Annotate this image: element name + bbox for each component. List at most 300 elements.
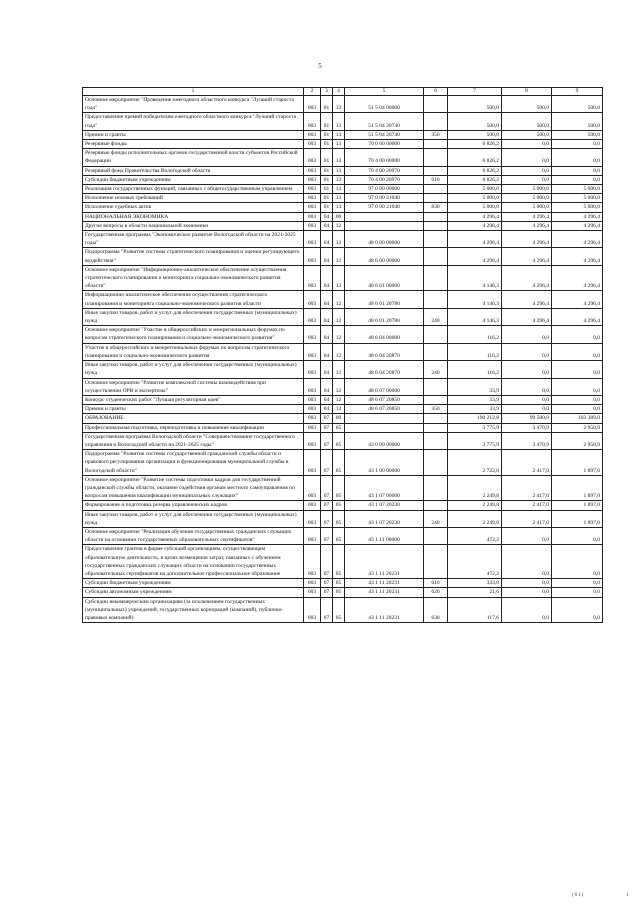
cell-rz: 04 — [321, 361, 333, 378]
cell-name: НАЦИОНАЛЬНАЯ ЭКОНОМИКА — [83, 212, 304, 221]
cell-grbs: 003 — [304, 175, 321, 184]
header-cell: 6 — [424, 88, 448, 96]
cell-vr — [424, 291, 448, 308]
cell-grbs: 003 — [304, 149, 321, 166]
cell-name: Иные закупки товаров, работ и услуг для обеспечения государственных (муниципальных) нужд — [83, 361, 304, 378]
cell-vr — [424, 149, 448, 166]
cell-csr: 43 1 11 00000 — [345, 527, 424, 544]
cell-v7: 4 146,3 — [448, 308, 502, 325]
cell-v9: 0,0 — [552, 378, 603, 395]
cell-vr — [424, 545, 448, 579]
cell-csr: 51 5 04 20740 — [345, 130, 424, 139]
cell-pr: 05 — [333, 510, 345, 527]
cell-grbs: 003 — [304, 185, 321, 194]
cell-csr: 43 1 07 20230 — [345, 501, 424, 510]
cell-vr — [424, 432, 448, 449]
cell-v8: 2 417,0 — [502, 510, 552, 527]
cell-v7: 4 296,4 — [448, 212, 502, 221]
cell-vr: 240 — [424, 308, 448, 325]
cell-v7: 333,0 — [448, 579, 502, 588]
cell-v8: 0,0 — [502, 579, 552, 588]
table-row — [83, 185, 603, 194]
cell-name: Резервные фонды исполнительных органов государственной власти субъектов Российской Федерации — [83, 149, 304, 166]
cell-name: Субсидии некоммерческим организациям (за исключением государственных (муниципальных) учреждений, государственных корпораций (компаний), публично-правовых компаний) — [83, 597, 304, 623]
cell-rz: 07 — [321, 588, 333, 597]
table-row — [83, 166, 603, 175]
cell-v7: 500,0 — [448, 113, 502, 130]
cell-pr: 12 — [333, 231, 345, 248]
cell-grbs: 003 — [304, 203, 321, 212]
cell-pr: 13 — [333, 166, 345, 175]
cell-v9: 0,0 — [552, 361, 603, 378]
cell-v9: 0,0 — [552, 405, 603, 414]
cell-pr: 05 — [333, 475, 345, 501]
cell-v7: 117,6 — [448, 597, 502, 623]
cell-v8: 0,0 — [502, 395, 552, 404]
header-cell: 4 — [333, 88, 345, 96]
cell-name: Участие в общероссийских и межрегиональных форумах по вопросам стратегического планирования и социально-экономического развития — [83, 343, 304, 360]
cell-rz: 04 — [321, 343, 333, 360]
cell-v8: 0,0 — [502, 149, 552, 166]
cell-rz: 04 — [321, 265, 333, 291]
cell-v7: 472,2 — [448, 527, 502, 544]
table-row — [83, 527, 603, 544]
cell-rz: 07 — [321, 527, 333, 544]
cell-v9: 0,0 — [552, 588, 603, 597]
cell-csr: 70 4 00 20970 — [345, 175, 424, 184]
cell-v8: 2 417,0 — [502, 475, 552, 501]
cell-rz: 01 — [321, 194, 333, 203]
cell-grbs: 003 — [304, 597, 321, 623]
cell-rz: 07 — [321, 579, 333, 588]
cell-csr: 48 6 04 00000 — [345, 326, 424, 343]
cell-v8: 0,0 — [502, 361, 552, 378]
cell-v8: 2 417,0 — [502, 501, 552, 510]
table-row — [83, 203, 603, 212]
cell-name: Информационно-аналитическое обеспечение осуществления стратегического планирования и мониторинга социально-экономического развития области — [83, 291, 304, 308]
table-row — [83, 423, 603, 432]
cell-pr: 13 — [333, 96, 345, 113]
cell-pr: 05 — [333, 588, 345, 597]
cell-pr: 00 — [333, 414, 345, 423]
cell-grbs: 003 — [304, 423, 321, 432]
cell-rz: 01 — [321, 175, 333, 184]
cell-v9: 500,0 — [552, 96, 603, 113]
cell-v8: 0,0 — [502, 175, 552, 184]
cell-v7: 4 146,3 — [448, 291, 502, 308]
cell-csr — [345, 423, 424, 432]
table-row — [83, 265, 603, 291]
table-row — [83, 326, 603, 343]
cell-name: Конкурс студенческих работ "Лучшая регуляторная идея" — [83, 395, 304, 404]
cell-v9: 0,0 — [552, 545, 603, 579]
cell-v8: 4 296,4 — [502, 291, 552, 308]
cell-grbs: 003 — [304, 113, 321, 130]
cell-v9: 1 897,0 — [552, 501, 603, 510]
cell-vr: 830 — [424, 203, 448, 212]
cell-grbs: 003 — [304, 343, 321, 360]
table-body — [83, 96, 603, 623]
cell-csr: 70 0 00 00000 — [345, 140, 424, 149]
cell-grbs: 003 — [304, 527, 321, 544]
cell-vr — [424, 248, 448, 265]
cell-rz: 01 — [321, 149, 333, 166]
cell-v9: 0,0 — [552, 326, 603, 343]
cell-v7: 21,6 — [448, 588, 502, 597]
cell-grbs: 003 — [304, 510, 321, 527]
cell-v7: 116,2 — [448, 326, 502, 343]
cell-pr: 12 — [333, 308, 345, 325]
cell-csr — [345, 221, 424, 230]
cell-vr — [424, 212, 448, 221]
cell-vr — [424, 140, 448, 149]
cell-pr: 12 — [333, 248, 345, 265]
cell-v8: 5 000,0 — [502, 203, 552, 212]
cell-rz: 01 — [321, 185, 333, 194]
cell-rz: 07 — [321, 475, 333, 501]
table-row — [83, 597, 603, 623]
cell-grbs: 003 — [304, 265, 321, 291]
cell-v8: 4 296,4 — [502, 212, 552, 221]
cell-rz: 01 — [321, 140, 333, 149]
table-row — [83, 231, 603, 248]
cell-vr: 610 — [424, 579, 448, 588]
cell-csr: 51 5 04 20740 — [345, 113, 424, 130]
cell-v9: 1 897,0 — [552, 450, 603, 476]
header-cell: 8 — [502, 88, 552, 96]
cell-pr: 05 — [333, 597, 345, 623]
table-header-row — [83, 88, 603, 96]
cell-grbs: 003 — [304, 588, 321, 597]
header-cell: 1 — [83, 88, 304, 96]
table-row — [83, 588, 603, 597]
cell-v8: 0,0 — [502, 405, 552, 414]
cell-v9: 0,0 — [552, 149, 603, 166]
cell-v7: 3 775,9 — [448, 432, 502, 449]
cell-grbs: 003 — [304, 194, 321, 203]
cell-vr — [424, 378, 448, 395]
cell-rz: 01 — [321, 130, 333, 139]
table-row — [83, 579, 603, 588]
table-row — [83, 343, 603, 360]
cell-rz: 04 — [321, 405, 333, 414]
cell-grbs: 003 — [304, 166, 321, 175]
cell-v9: 500,0 — [552, 130, 603, 139]
cell-v9: 4 296,4 — [552, 221, 603, 230]
cell-v7: 4 296,4 — [448, 248, 502, 265]
cell-vr — [424, 527, 448, 544]
cell-pr: 13 — [333, 175, 345, 184]
cell-name: Профессиональная подготовка, переподготовка и повышение квалификации — [83, 423, 304, 432]
cell-rz: 04 — [321, 326, 333, 343]
cell-pr: 12 — [333, 291, 345, 308]
cell-vr: 350 — [424, 405, 448, 414]
cell-vr — [424, 265, 448, 291]
cell-v7: 5 000,0 — [448, 185, 502, 194]
cell-v9: 0,0 — [552, 343, 603, 360]
cell-csr: 43 1 07 00000 — [345, 475, 424, 501]
table-row — [83, 414, 603, 423]
table-row — [83, 308, 603, 325]
cell-rz: 04 — [321, 248, 333, 265]
cell-v9: 4 296,4 — [552, 231, 603, 248]
cell-v8: 3 470,9 — [502, 432, 552, 449]
cell-csr: 48 6 07 20850 — [345, 395, 424, 404]
table-row — [83, 130, 603, 139]
cell-pr: 05 — [333, 527, 345, 544]
footer-right: 1 — [626, 893, 629, 898]
cell-pr: 12 — [333, 395, 345, 404]
cell-vr — [424, 423, 448, 432]
cell-vr: 240 — [424, 510, 448, 527]
cell-vr — [424, 166, 448, 175]
cell-vr: 610 — [424, 175, 448, 184]
cell-csr: 70 4 00 00000 — [345, 149, 424, 166]
cell-name: Основное мероприятие "Развитие системы подготовки кадров для государственной гражданской службы области, оказание содействия органам местного самоуправления по вопросам повышения квалификации муниципальных служащих" — [83, 475, 304, 501]
cell-pr: 05 — [333, 579, 345, 588]
cell-v8: 0,0 — [502, 545, 552, 579]
cell-rz: 07 — [321, 432, 333, 449]
cell-pr: 05 — [333, 450, 345, 476]
cell-rz: 04 — [321, 395, 333, 404]
cell-pr: 12 — [333, 405, 345, 414]
cell-pr: 13 — [333, 194, 345, 203]
cell-rz: 01 — [321, 113, 333, 130]
cell-rz: 07 — [321, 450, 333, 476]
cell-grbs: 003 — [304, 378, 321, 395]
cell-grbs: 003 — [304, 361, 321, 378]
cell-grbs: 003 — [304, 395, 321, 404]
cell-name: Государственная программа Вологодской области "Совершенствование государственного управления в Вологодской области на 2021-2025 годы" — [83, 432, 304, 449]
cell-name: ОБРАЗОВАНИЕ — [83, 414, 304, 423]
cell-pr: 12 — [333, 361, 345, 378]
cell-v7: 4 146,3 — [448, 265, 502, 291]
cell-csr: 43 1 11 20231 — [345, 545, 424, 579]
cell-vr: 350 — [424, 130, 448, 139]
cell-csr: 43 1 11 20231 — [345, 579, 424, 588]
cell-vr — [424, 96, 448, 113]
cell-v7: 190 212,8 — [448, 414, 502, 423]
cell-v9: 4 296,4 — [552, 212, 603, 221]
cell-name: Другие вопросы в области национальной экономики — [83, 221, 304, 230]
cell-grbs: 003 — [304, 475, 321, 501]
table-row — [83, 405, 603, 414]
cell-v9: 0,0 — [552, 527, 603, 544]
cell-csr: 48 6 07 00000 — [345, 378, 424, 395]
cell-pr: 12 — [333, 221, 345, 230]
cell-name: Реализация государственных функций, связанных с общегосударственным управлением — [83, 185, 304, 194]
cell-name: Субсидии бюджетным учреждениям — [83, 579, 304, 588]
cell-rz: 07 — [321, 510, 333, 527]
cell-v9: 4 296,4 — [552, 291, 603, 308]
cell-grbs: 003 — [304, 579, 321, 588]
cell-pr: 12 — [333, 343, 345, 360]
cell-v7: 6 826,2 — [448, 166, 502, 175]
cell-pr: 05 — [333, 432, 345, 449]
table-row — [83, 212, 603, 221]
table-row — [83, 291, 603, 308]
cell-csr: 51 5 04 00000 — [345, 96, 424, 113]
cell-vr — [424, 450, 448, 476]
cell-v9: 2 950,9 — [552, 432, 603, 449]
cell-grbs: 003 — [304, 140, 321, 149]
table-row — [83, 395, 603, 404]
cell-csr: 48 6 04 20870 — [345, 361, 424, 378]
table-row — [83, 96, 603, 113]
cell-v7: 6 826,2 — [448, 175, 502, 184]
cell-rz: 04 — [321, 308, 333, 325]
cell-csr: 43 0 00 00000 — [345, 432, 424, 449]
cell-vr: 630 — [424, 597, 448, 623]
cell-v7: 5 000,0 — [448, 194, 502, 203]
table-row — [83, 221, 603, 230]
cell-v7: 472,2 — [448, 545, 502, 579]
cell-rz: 07 — [321, 423, 333, 432]
cell-v8: 2 417,0 — [502, 450, 552, 476]
cell-name: Иные закупки товаров, работ и услуг для обеспечения государственных (муниципальных) нужд — [83, 308, 304, 325]
cell-v8: 0,0 — [502, 597, 552, 623]
cell-name: Резервный фонд Правительства Вологодской области — [83, 166, 304, 175]
cell-v9: 1 897,0 — [552, 475, 603, 501]
cell-pr: 05 — [333, 545, 345, 579]
cell-grbs: 003 — [304, 545, 321, 579]
cell-v7: 6 826,2 — [448, 149, 502, 166]
cell-rz: 07 — [321, 545, 333, 579]
cell-v9: 5 000,0 — [552, 185, 603, 194]
cell-name: Премии и гранты — [83, 130, 304, 139]
cell-name: Иные закупки товаров, работ и услуг для обеспечения государственных (муниципальных) нужд — [83, 510, 304, 527]
cell-grbs: 003 — [304, 96, 321, 113]
table-row — [83, 140, 603, 149]
cell-vr — [424, 231, 448, 248]
cell-vr — [424, 221, 448, 230]
cell-rz: 07 — [321, 414, 333, 423]
cell-v9: 4 296,4 — [552, 308, 603, 325]
cell-csr: 48 6 01 20780 — [345, 291, 424, 308]
cell-v8: 3 470,9 — [502, 423, 552, 432]
cell-v9: 4 296,4 — [552, 265, 603, 291]
cell-v9: 103 389,0 — [552, 414, 603, 423]
cell-v7: 3 775,9 — [448, 423, 502, 432]
cell-csr: 97 0 00 21040 — [345, 203, 424, 212]
cell-pr: 13 — [333, 185, 345, 194]
cell-v7: 33,9 — [448, 395, 502, 404]
cell-grbs: 003 — [304, 405, 321, 414]
table-row — [83, 450, 603, 476]
cell-csr: 48 6 04 20870 — [345, 343, 424, 360]
cell-v8: 4 296,4 — [502, 308, 552, 325]
cell-name: Основное мероприятие "Реализация обучения государственных гражданских служащих области на основании государственных образовательных сертификатов" — [83, 527, 304, 544]
cell-v7: 500,0 — [448, 96, 502, 113]
cell-pr: 05 — [333, 501, 345, 510]
cell-v8: 500,0 — [502, 96, 552, 113]
cell-name: Подпрограмма "Развитие системы государственной гражданской службы области и правового регулирования организации и функционирования муниципальной службы в Вологодской области" — [83, 450, 304, 476]
cell-vr — [424, 326, 448, 343]
cell-csr: 43 1 11 20231 — [345, 597, 424, 623]
cell-v7: 2 249,8 — [448, 501, 502, 510]
cell-v9: 0,0 — [552, 395, 603, 404]
cell-v7: 4 296,4 — [448, 221, 502, 230]
table-row — [83, 545, 603, 579]
cell-pr: 13 — [333, 113, 345, 130]
cell-csr — [345, 212, 424, 221]
cell-v8: 99 500,0 — [502, 414, 552, 423]
cell-pr: 12 — [333, 378, 345, 395]
cell-grbs: 003 — [304, 231, 321, 248]
footer-left: (61) — [572, 893, 585, 898]
cell-name: Предоставление грантов в форме субсидий организациям, осуществляющим образовательную деятельность, в целях возмещения затрат, связанных с обучением государственных гражданских служащих области на основании государственных образовательных сертификатов на дополнительное профессиональное образование — [83, 545, 304, 579]
cell-grbs: 003 — [304, 221, 321, 230]
cell-csr: 70 4 00 20970 — [345, 166, 424, 175]
cell-csr: 43 1 11 20231 — [345, 588, 424, 597]
cell-v8: 5 000,0 — [502, 185, 552, 194]
cell-vr — [424, 113, 448, 130]
page-number: 5 — [318, 62, 322, 70]
table-row — [83, 149, 603, 166]
cell-rz: 01 — [321, 96, 333, 113]
cell-pr: 05 — [333, 423, 345, 432]
cell-grbs: 003 — [304, 130, 321, 139]
table-row — [83, 113, 603, 130]
table-row — [83, 378, 603, 395]
cell-v7: 33,9 — [448, 405, 502, 414]
cell-pr: 13 — [333, 130, 345, 139]
cell-v7: 5 000,0 — [448, 203, 502, 212]
header-cell: 9 — [552, 88, 603, 96]
cell-pr: 13 — [333, 149, 345, 166]
cell-v9: 0,0 — [552, 166, 603, 175]
cell-grbs: 003 — [304, 432, 321, 449]
cell-v9: 5 000,0 — [552, 194, 603, 203]
cell-v8: 0,0 — [502, 588, 552, 597]
cell-name: Основное мероприятие "Развитие комплексной системы взаимодействия при осуществлении ОРВ и экспертизы" — [83, 378, 304, 395]
header-cell: 3 — [321, 88, 333, 96]
cell-v8: 5 000,0 — [502, 194, 552, 203]
cell-vr — [424, 395, 448, 404]
cell-v7: 2 722,0 — [448, 450, 502, 476]
table-row — [83, 510, 603, 527]
cell-name: Субсидии автономным учреждениям — [83, 588, 304, 597]
cell-name: Основное мероприятие "Участие в общероссийских и межрегиональных форумах по вопросам стратегического планирования и социально-экономического развития" — [83, 326, 304, 343]
cell-v9: 0,0 — [552, 140, 603, 149]
cell-rz: 01 — [321, 203, 333, 212]
cell-name: Государственная программа "Экономическое развитие Вологодской области на 2021-2025 годы" — [83, 231, 304, 248]
cell-name: Формирование и подготовка резерва управленческих кадров — [83, 501, 304, 510]
cell-v9: 0,0 — [552, 175, 603, 184]
cell-grbs: 003 — [304, 248, 321, 265]
cell-vr: 240 — [424, 361, 448, 378]
cell-rz: 04 — [321, 378, 333, 395]
cell-csr: 48 0 00 00000 — [345, 231, 424, 248]
cell-v7: 116,2 — [448, 361, 502, 378]
cell-name: Основное мероприятие "Информационно-аналитическое обеспечение осуществления стратегического планирования и мониторинга социально-экономического развития области" — [83, 265, 304, 291]
cell-rz: 01 — [321, 166, 333, 175]
cell-rz: 04 — [321, 212, 333, 221]
cell-rz: 04 — [321, 221, 333, 230]
cell-v8: 0,0 — [502, 140, 552, 149]
cell-v9: 2 950,9 — [552, 423, 603, 432]
cell-vr: 620 — [424, 588, 448, 597]
table-row — [83, 194, 603, 203]
cell-v9: 5 000,0 — [552, 203, 603, 212]
cell-csr: 43 1 07 20230 — [345, 510, 424, 527]
cell-vr — [424, 343, 448, 360]
cell-grbs: 003 — [304, 414, 321, 423]
cell-pr: 13 — [333, 140, 345, 149]
cell-csr — [345, 414, 424, 423]
table-row — [83, 501, 603, 510]
cell-v9: 0,0 — [552, 579, 603, 588]
